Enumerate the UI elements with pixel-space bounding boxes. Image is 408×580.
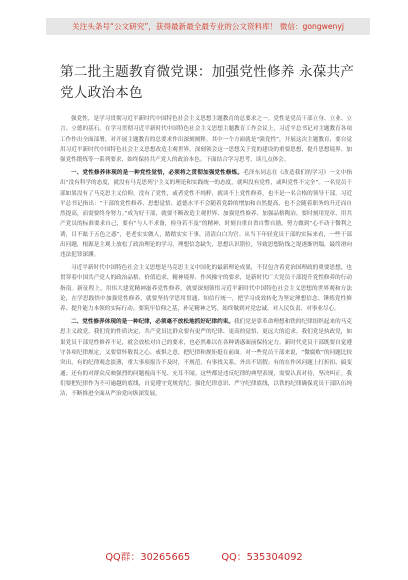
footer-qq: QQ：535304092	[221, 552, 303, 563]
page-title: 第二批主题教育微党课：加强党性修养 永葆共产党人政治本色	[60, 64, 355, 101]
promo-banner: 关注头条号“公文研究”，获得最新最全最专业的公文资料库！ 微信：gongwenyj	[46, 18, 370, 35]
page-footer	[0, 549, 408, 563]
section-heading-2: 二、党性修养体现的是一种纪律，必须毫不放松地抓好纪律约束。	[71, 319, 234, 326]
footer-qq-group: QQ群：30265665	[105, 552, 191, 563]
paragraph-body: 习近平新时代中国特色社会主义思想是马克思主义中国化的最新理论成果，不仅包含着党治国理政的重要思想，也贯穿着中国共产党人的政治品格、价值追求、精神境界、作风操守的要求，是新时代广大党员干部提升党性修养的行动指南。新征程上，用伟大建党精神滋养党性修养，就要深刻领悟习近平新时代中国特色社会主义思想的世界观和方法论，在学思践悟中加强党性修养，就要坚持学思用贯通、知信行统一，把学习成效转化为坚定理想信念、锤炼党性修养、提升能力本领的实际行动。要筑牢信仰之基，补足精神之钙，始终做到对党忠诚、对人民负责、对事业尽心。	[60, 265, 352, 313]
paragraph-intro: 强党性，是学习贯彻习近平新时代中国特色社会主义思想主题教育的总要求之一。党性是党员干部立身、立业、立言、立德的基石。在学习贯彻习近平新时代中国特色社会主义思想主题教育工作会议上，习近平总书记对主题教育各项工作作出全面部署，对开展主题教育的总要求作出深刻阐释。其中一个方面就是“强党性”，开展这次主题教育，要自觉用习近平新时代中国特色社会主义思想改造主观世界，深刻领会这一思想关于党的建设的重要思想，提升思想境界、加强党性锻炼等一系列要求，始终保持共产党人的政治本色。下面结合学习思考，谈几点体会。	[60, 116, 352, 164]
paragraph-section-1: 一、党性修养体现的是一种党性觉悟，必须将之贯彻加强党性修炼。毛泽东同志在《改造我们的学习》一文中指出“没有科学的态度，就没有马克思列宁主义的理论和实践统一的态度，就叫没有党性，或叫党性不完全”。一名党员干部如果没有了马克思主义信仰，没有了党性，或者党性不纯粹，就谈不上党性修养，也不是一名合格的领导干部。习近平总书记指出：“干部的党性修养、思想觉悟、道德水平不会随着党龄的增加和自然提高，也不会随着职务的升迁而自然提高，而需要终身努力。”成为好干部，就要不断改造主观世界、加强党性修养、加强品格陶冶。要时刻用党章、用共产党员的标准要求自己，要有“与人不求备，检身若不及”的精神，时刻自重自省自警自励，努力做到“心不动于微利之诱，目不眩于五色之惑”，老老实实做人，踏踏实实干事，清清白白为官。从当下年轻党员干部的实际来看，一些干部出问题，根源是主观上放松了政治理论的学习，理想信念缺失，思想认识错位，导致思想防线之堤逐渐坍塌，最终滑向违法犯罪深渊。	[60, 169, 352, 259]
paragraph-section-2: 二、党性修养体现的是一种纪律，必须毫不放松地抓好纪律约束。我们党是靠革命理想和铁的纪律组织起来的马克思主义政党。我们党的性质决定，共产党员比群众要有更严的纪律、更高的觉悟、更远大的追求。我们党是执政党，如果党员干部党性修养不足，就会放松对自己的要求，也必然难以在各种诱惑面前保持定力。新时代党员干部既要自觉遵守各项纪律规定，又要常怀敬畏之心、戒惧之意，把纪律和规矩挺在前面。对一些党员干部来说，“微腐败”的问题比较突出，有的纪律观念淡薄，重大事项报告不及时，不规范，有事找关系，外出不请假；有的在作风问题上打折扣、搞变通；还有的对群众反映强烈的问题视而不见、充耳不闻。这些都是违反纪律的典型表现，需要认真对待，坚决纠正。我们要把纪律作为不可逾越的底线，自觉遵守党规党纪、强化纪律意识、严守纪律底线，以铁的纪律确保党员干部队伍纯洁，不断推进全面从严治党向纵深发展。	[60, 319, 352, 398]
section-heading-1: 一、党性修养体现的是一种党性觉悟，必须将之贯彻加强党性修炼。	[71, 169, 244, 176]
document-body	[60, 114, 352, 400]
